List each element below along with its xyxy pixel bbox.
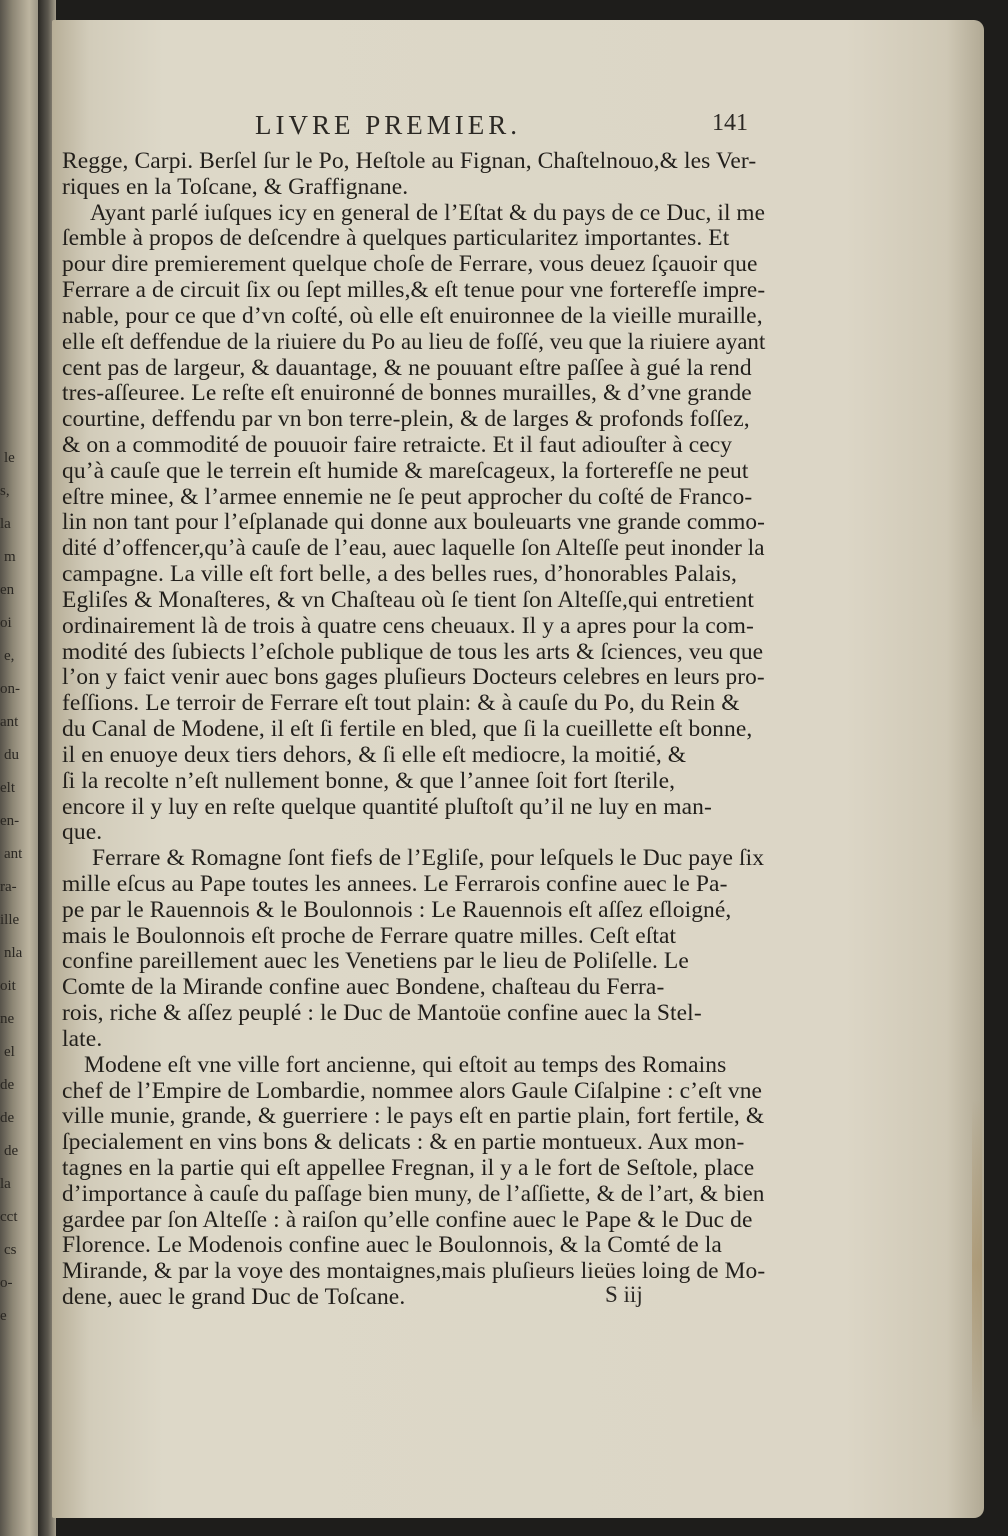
text-line: dité d’offencer,qu’à cauſe de l’eau, auec laquelle ſon Alteſſe peut inonder la [62,535,765,562]
text-line: Florence. Le Modenois confine auec le Boulonnois, & la Comté de la [62,1232,722,1259]
left-margin-fragment: cct [0,1209,18,1225]
text-line: riques en la Toſcane, & Graffignane. [62,173,409,200]
text-line: l’on y faict venir auec bons gages pluſieurs Docteurs celebres en leurs pro- [62,664,765,691]
text-line: Mirande, & par la voye des montaignes,mais pluſieurs lieües loing de Mo- [62,1258,766,1285]
text-line: gardee par ſon Alteſſe : à raiſon qu’elle confine auec le Pape & le Duc de [62,1206,753,1233]
text-line: eſtre minee, & l’armee ennemie ne ſe peut approcher du coſté de Franco- [62,483,753,510]
text-line: chef de l’Empire de Lombardie, nommee alors Gaule Ciſalpine : c’eſt vne [62,1077,763,1104]
text-line: cent pas de largeur, & dauantage, & ne pouuant eſtre paſſee à gué la rend [62,354,752,381]
text-line: Ayant parlé iuſques icy en general de l’Eſtat & du pays de ce Duc, il me [90,199,766,226]
text-line: pe par le Rauennois & le Boulonnois : Le Rauennois eſt aſſez eſloigné, [62,896,732,923]
text-line: modité des ſubiects l’eſchole publique de tous les arts & ſciences, veu que [62,638,764,665]
text-line: courtine, deffendu par vn bon terre-plein, & de larges & profonds foſſez, [62,406,750,433]
text-line: nable, pour ce que d’vn coſté, où elle eſt enuironnee de la vieille muraille, [62,302,763,329]
text-line: mais le Boulonnois eſt proche de Ferrare quatre milles. Ceſt eſtat [62,922,677,949]
page-edge-stain [972,1100,982,1430]
left-margin-fragment: o- [0,1275,13,1291]
text-line: Modene eſt vne ville fort ancienne, qui eſtoit au temps des Romains [84,1051,727,1078]
text-line: ordinairement là de trois à quatre cens cheuaux. Il y a apres pour la com- [62,612,754,639]
left-margin-fragment: m [4,549,16,565]
left-margin-fragment: cs [4,1242,17,1258]
text-line: rois, riche & aſſez peuplé : le Duc de Mantoüe confine auec la Stel- [62,1000,702,1027]
text-line: & on a commodité de pouuoir faire retraicte. Et il faut adiouſter à cecy [62,432,733,459]
text-line: Regge, Carpi. Berſel ſur le Po, Heſtole au Fignan, Chaſtelnouo,& les Ver- [62,148,757,174]
left-margin-fragment: la [0,516,11,532]
text-line: feſſions. Le terroir de Ferrare eſt tout plain: & à cauſe du Po, du Rein & [62,690,740,717]
left-margin-fragment: le [4,450,15,466]
left-facing-page-edge [0,0,42,1536]
left-margin-fragment: du [4,747,19,763]
text-line: ſemble à propos de deſcendre à quelques particularitez importantes. Et [62,225,730,252]
left-margin-fragment: de [0,1077,15,1093]
left-margin-fragment: de [4,1143,19,1159]
left-margin-fragment: ille [0,912,20,928]
text-line: tagnes en la partie qui eſt appellee Fregnan, il y a le fort de Seſtole, place [62,1154,755,1181]
text-line: confine pareillement auec les Venetiens par le lieu de Poliſelle. Le [62,948,689,975]
left-margin-fragment: de [0,1110,15,1126]
page-number: 141 [712,110,748,136]
left-margin-fragment: ant [4,846,23,862]
left-margin-fragment: la [0,1176,11,1192]
left-margin-fragment: e, [4,648,15,664]
text-line: mille eſcus au Pape toutes les annees. Le Ferrarois confine auec le Pa- [62,870,728,897]
text-line: du Canal de Modene, il eſt ſi fertile en bled, que ſi la cueillette eſt bonne, [62,716,753,743]
text-line: ſpecialement en vins bons & delicats : & en partie montueux. Aux mon- [62,1129,745,1156]
left-margin-fragment: ne [0,1011,15,1027]
text-line: Ferrare a de circuit ſix ou ſept milles,& eſt tenue pour vne forterefſe impre- [62,277,766,304]
left-margin-fragment: ant [0,714,19,730]
left-margin-fragment: oi [0,615,12,631]
text-line: Egliſes & Monaſteres, & vn Chaſteau où ſe tient ſon Alteſſe,qui entretient [62,586,755,613]
text-line: late. [62,1025,103,1052]
left-margin-fragment: ra- [0,879,17,895]
text-line: encore il y luy en reſte quelque quantité pluſtoſt qu’il ne luy en man- [62,793,712,820]
text-line: campagne. La ville eſt fort belle, a des belles rues, d’honorables Palais, [62,561,737,588]
text-line: d’importance à cauſe du paſſage bien muny, de l’aſſiette, & de l’art, & bien [62,1180,765,1207]
signature-mark: S iij [605,1282,643,1307]
text-line: pour dire premierement quelque choſe de Ferrare, vous deuez ſçauoir que [62,251,758,278]
text-line: elle eſt deffendue de la riuiere du Po au lieu de foſſé, veu que la riuiere ayant [62,328,766,355]
text-line: Ferrare & Romagne ſont fiefs de l’Egliſe, pour leſquels le Duc paye ſix [92,845,765,872]
text-line: lin non tant pour l’eſplanade qui donne aux bouleuarts vne grande commo- [62,509,766,536]
left-margin-fragment: oit [0,978,16,994]
left-margin-fragment: en [0,582,15,598]
text-line: ville munie, grande, & guerriere : le pays eſt en partie plain, fort fertile, & [62,1103,765,1130]
text-line: qu’à cauſe que le terrein eſt humide & mareſcageux, la forterefſe ne peut [62,457,749,484]
text-line: ſi la recolte n’eſt nullement bonne, & que l’annee ſoit fort ſterile, [62,767,676,794]
text-line: Comte de la Mirande confine auec Bondene, chaſteau du Ferra- [62,974,665,1001]
left-margin-fragment: on- [0,681,20,697]
text-line: tres-aſſeuree. Le reſte eſt enuironné de bonnes murailles, & d’vne grande [62,380,752,407]
left-margin-fragment: en- [0,813,20,829]
text-line: il en enuoye deux tiers dehors, & ſi elle eſt mediocre, la moitié, & [62,741,687,768]
text-line: que. [62,819,103,846]
left-margin-fragment: el [4,1044,15,1060]
left-margin-fragment: nla [4,945,23,961]
left-margin-fragment: elt [0,780,15,796]
left-margin-fragment: s, [0,483,10,499]
text-line: dene, auec le grand Duc de Toſcane. [62,1284,406,1311]
left-margin-fragment: e [0,1308,7,1324]
running-head: LIVRE PREMIER. [255,110,522,140]
